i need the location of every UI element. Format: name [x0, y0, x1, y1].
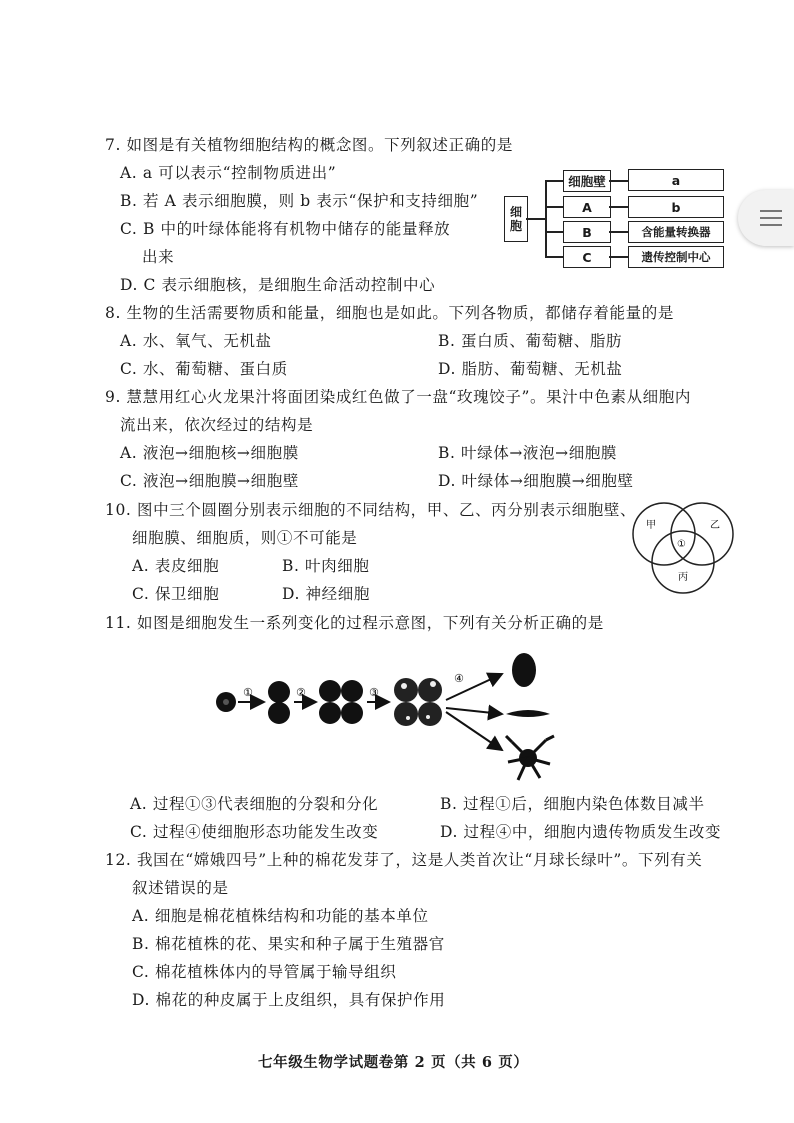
q8-option-a: A. 水、氧气、无机盐 [120, 332, 272, 350]
venn-circle-jia [633, 503, 695, 565]
two-cell-bottom [268, 702, 290, 724]
q11-option-c: C. 过程④使细胞形态功能发生改变 [130, 823, 379, 841]
q7-stem: 7. 如图是有关植物细胞结构的概念图。下列叙述正确的是 [105, 136, 513, 154]
q8-option-d: D. 脂肪、葡萄糖、无机盐 [438, 360, 623, 378]
q12-option-d: D. 棉花的种皮属于上皮组织，具有保护作用 [132, 991, 446, 1009]
arrow-step-4 [446, 712, 502, 750]
step-label: ① [243, 686, 253, 699]
q12-stem: 12. 我国在“嫦娥四号”上种的棉花发芽了，这是人类首次让“月球长绿叶”。下列有关 [105, 851, 703, 869]
step-label: ④ [454, 672, 464, 685]
q9-stem-cont: 流出来，依次经过的结构是 [120, 416, 314, 434]
diagram-right-box: 含能量转换器 [628, 221, 724, 243]
differentiated-cell-spindle [506, 710, 550, 717]
diagram-connector [609, 180, 628, 182]
venn-label-center: ① [677, 539, 686, 550]
diagram-connector [609, 256, 628, 258]
grown-cell [418, 702, 442, 726]
menu-line-icon [760, 217, 782, 219]
cell-nucleus [223, 699, 229, 705]
diagram-connector [545, 180, 563, 182]
diagram-left-box: A [563, 196, 611, 218]
diagram-right-box: b [628, 196, 724, 218]
diagram-left-box: 细胞壁 [563, 170, 611, 192]
diagram-connector [609, 231, 628, 233]
q11-stem: 11. 如图是细胞发生一系列变化的过程示意图，下列有关分析正确的是 [105, 614, 604, 632]
four-cell [319, 680, 341, 702]
menu-button[interactable] [738, 190, 794, 246]
venn-label-jia: 甲 [646, 520, 656, 531]
diagram-connector [545, 180, 547, 257]
step-label: ③ [369, 686, 379, 699]
page-footer: 七年级生物学试题卷第 2 页（共 6 页） [258, 1054, 529, 1071]
menu-line-icon [760, 224, 782, 226]
diagram-right-box: a [628, 169, 724, 191]
q7-option-c: C. B 中的叶绿体能将有机物中储存的能量释放 [120, 220, 451, 238]
venn-label-bing: 丙 [678, 572, 688, 583]
four-cell [341, 680, 363, 702]
cell-speck [426, 715, 430, 719]
q9-stem: 9. 慧慧用红心火龙果汁将面团染成红色做了一盘“玫瑰饺子”。果汁中色素从细胞内 [105, 388, 691, 406]
q9-option-a: A. 液泡→细胞核→细胞膜 [120, 444, 299, 462]
q10-venn-diagram [628, 498, 740, 598]
diagram-connector [545, 231, 563, 233]
grown-cell [394, 702, 418, 726]
diagram-left-box: C [563, 246, 611, 268]
diagram-root-cell: 细胞 [504, 196, 528, 242]
diagram-right-box: 遗传控制中心 [628, 246, 724, 268]
cell-speck [430, 681, 436, 687]
q10-option-d: D. 神经细胞 [282, 585, 370, 603]
diagram-connector [609, 206, 628, 208]
q8-option-b: B. 蛋白质、葡萄糖、脂肪 [438, 332, 623, 350]
q8-option-c: C. 水、葡萄糖、蛋白质 [120, 360, 288, 378]
menu-line-icon [760, 210, 782, 212]
q12-stem-cont: 叙述错误的是 [132, 879, 229, 897]
q10-stem: 10. 图中三个圆圈分别表示细胞的不同结构，甲、乙、丙分别表示细胞壁、 [105, 501, 637, 519]
q12-option-b: B. 棉花植株的花、果实和种子属于生殖器官 [132, 935, 445, 953]
cell-speck [406, 716, 410, 720]
q10-stem-cont: 细胞膜、细胞质，则①不可能是 [132, 529, 358, 547]
q9-option-d: D. 叶绿体→细胞膜→细胞壁 [438, 472, 634, 490]
differentiated-cell-round [512, 653, 536, 687]
differentiated-cell-neuron [506, 736, 554, 780]
q11-option-d: D. 过程④中，细胞内遗传物质发生改变 [440, 823, 722, 841]
four-cell [341, 702, 363, 724]
diagram-left-box: B [563, 221, 611, 243]
q7-option-d: D. C 表示细胞核，是细胞生命活动控制中心 [120, 276, 436, 294]
diagram-connector [545, 206, 563, 208]
q7-option-b: B. 若 A 表示细胞膜，则 b 表示“保护和支持细胞” [120, 192, 479, 210]
grown-cell [394, 678, 418, 702]
arrow-step-4 [446, 708, 502, 714]
step-label: ② [296, 686, 306, 699]
diagram-connector [526, 218, 546, 220]
cell-speck [401, 683, 407, 689]
q7-option-a: A. a 可以表示“控制物质进出” [120, 164, 337, 182]
q7-option-c-cont: 出来 [142, 248, 175, 266]
grown-cell [418, 678, 442, 702]
q12-option-c: C. 棉花植株体内的导管属于输导组织 [132, 963, 397, 981]
q11-cell-process-diagram [210, 650, 580, 790]
q11-option-b: B. 过程①后，细胞内染色体数目减半 [440, 795, 705, 813]
four-cell [319, 702, 341, 724]
venn-circle-yi [671, 503, 733, 565]
q10-option-a: A. 表皮细胞 [132, 557, 220, 575]
diagram-connector [545, 256, 563, 258]
q9-option-c: C. 液泡→细胞膜→细胞壁 [120, 472, 299, 490]
venn-label-yi: 乙 [710, 520, 720, 531]
q10-option-c: C. 保卫细胞 [132, 585, 220, 603]
q9-option-b: B. 叶绿体→液泡→细胞膜 [438, 444, 618, 462]
two-cell-top [268, 681, 290, 703]
q8-stem: 8. 生物的生活需要物质和能量，细胞也是如此。下列各物质，都储存着能量的是 [105, 304, 674, 322]
q10-option-b: B. 叶肉细胞 [282, 557, 370, 575]
q12-option-a: A. 细胞是棉花植株结构和功能的基本单位 [132, 907, 429, 925]
q11-option-a: A. 过程①③代表细胞的分裂和分化 [130, 795, 379, 813]
